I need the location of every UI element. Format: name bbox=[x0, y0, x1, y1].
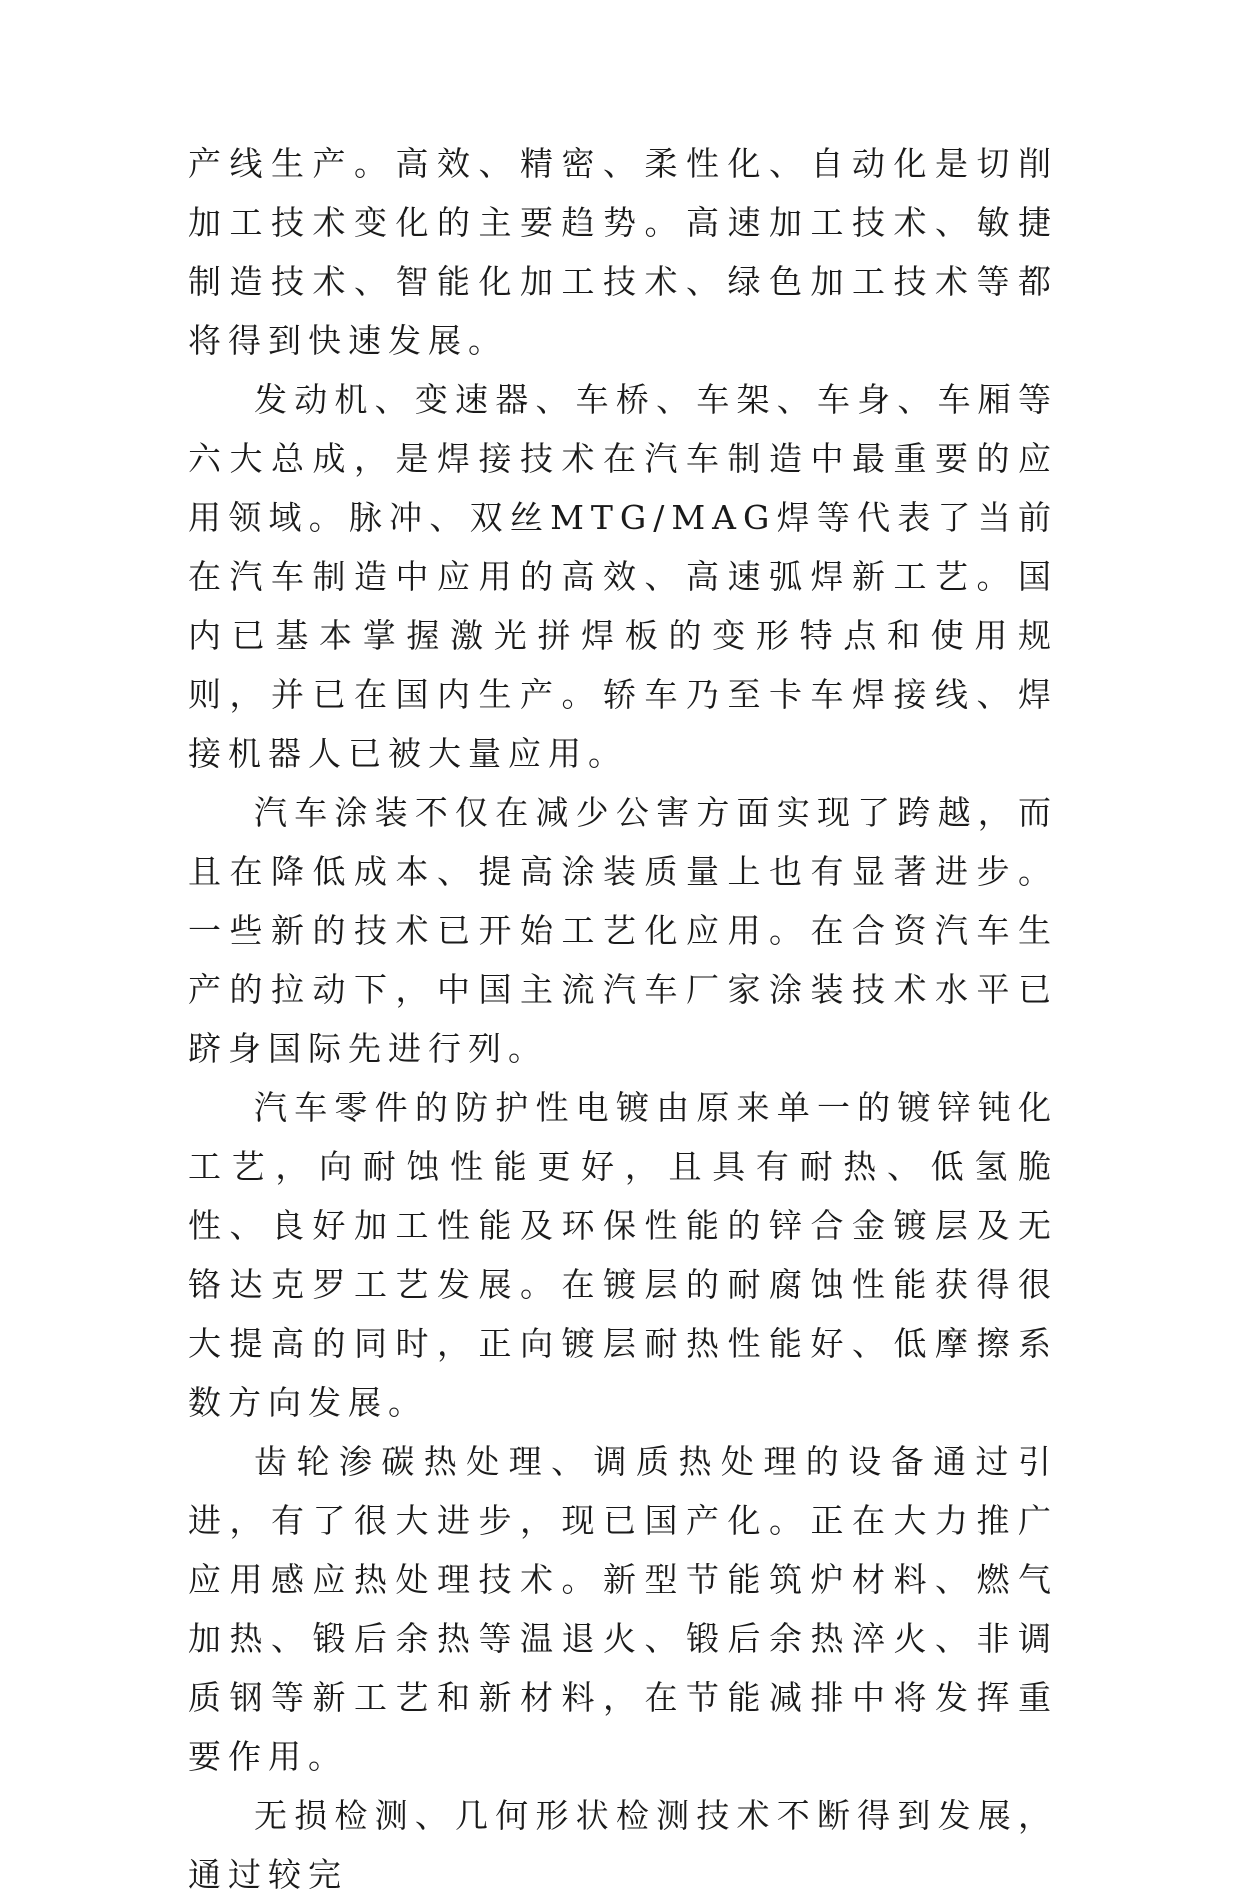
paragraph-heat-treatment: 齿轮渗碳热处理、调质热处理的设备通过引进，有了很大进步，现已国产化。正在大力推广应用感应热处理技术。新型节能筑炉材料、燃气加热、锻后余热等温退火、锻后余热淬火、非调质钢等新工艺和新材料，在节能减排中将发挥重要作用。 bbox=[188, 1442, 1058, 1776]
paragraph-painting: 汽车涂装不仅在减少公害方面实现了跨越，而且在降低成本、提高涂装质量上也有显著进步。一些新的技术已开始工艺化应用。在合资汽车生产的拉动下，中国主流汽车厂家涂装技术水平已跻身国际先进行列。 bbox=[188, 793, 1058, 1068]
paragraph-welding: 发动机、变速器、车桥、车架、车身、车厢等六大总成，是焊接技术在汽车制造中最重要的应用领域。脉冲、双丝MTG/MAG焊等代表了当前在汽车制造中应用的高效、高速弧焊新工艺。国内已基本掌握激光拼焊板的变形特点和使用规则，并已在国内生产。轿车乃至卡车焊接线、焊接机器人已被大量应用。 bbox=[188, 380, 1058, 773]
body-text bbox=[188, 134, 1058, 1904]
paragraph-cutting-trends: 产线生产。高效、精密、柔性化、自动化是切削加工技术变化的主要趋势。高速加工技术、敏捷制造技术、智能化加工技术、绿色加工技术等都将得到快速发展。 bbox=[188, 144, 1058, 360]
paragraph-electroplating: 汽车零件的防护性电镀由原来单一的镀锌钝化工艺，向耐蚀性能更好，且具有耐热、低氢脆性、良好加工性能及环保性能的锌合金镀层及无铬达克罗工艺发展。在镀层的耐腐蚀性能获得很大提高的同时，正向镀层耐热性能好、低摩擦系数方向发展。 bbox=[188, 1088, 1058, 1422]
paragraph-inspection: 无损检测、几何形状检测技术不断得到发展，通过较完 bbox=[188, 1796, 1058, 1894]
